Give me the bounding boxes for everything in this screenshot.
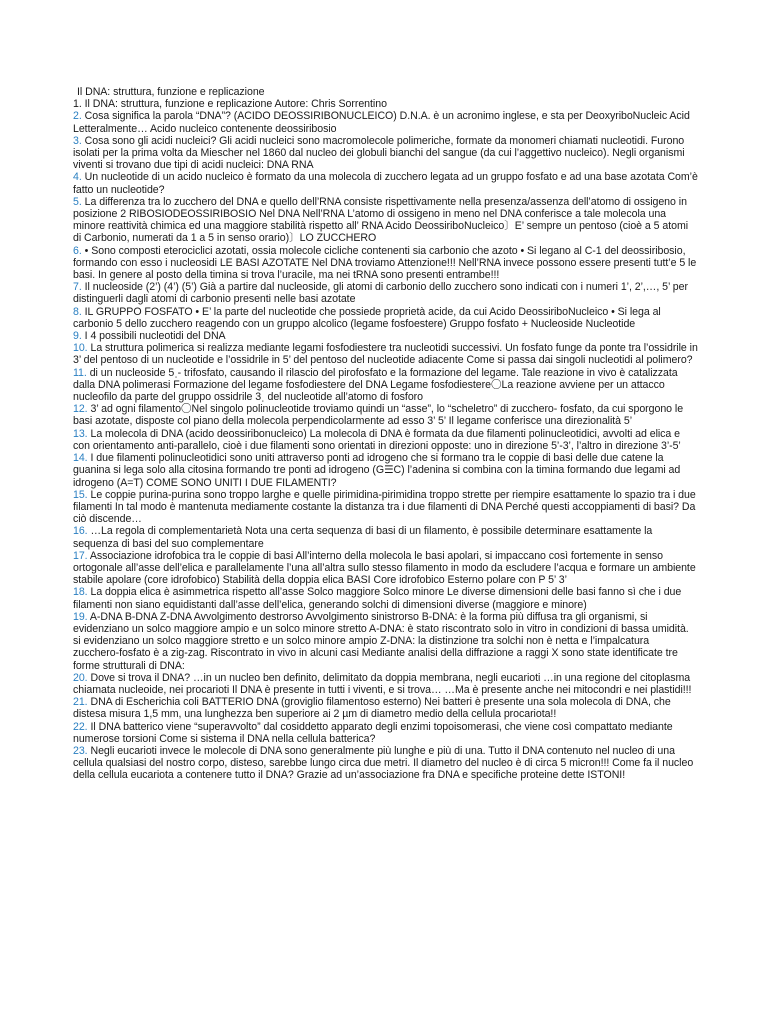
paragraph-number: 11.: [73, 366, 87, 379]
paragraph-number: 15.: [73, 488, 88, 501]
paragraph-item: [73, 611, 698, 672]
paragraph-item: [73, 245, 698, 282]
paragraph-item: [73, 489, 698, 526]
paragraph-text: DNA di Escherichia coli BATTERIO DNA (groviglio filamentoso esterno) Nei batteri è presente una sola molecola di DNA, che distesa misura 1,5 mm, una lunghezza ben superiore ai 2 µm di diametro medio della cellula procariota!!: [73, 696, 671, 721]
paragraph-item: [73, 342, 698, 366]
paragraph-item: [73, 135, 698, 172]
document-title: Il DNA: struttura, funzione e replicazione: [77, 86, 265, 98]
paragraph-text: Dove si trova il DNA? …in un nucleo ben definito, delimitato da doppia membrana, negli eucarioti …in una regione del citoplasma chiamata nucleoide, nei procarioti Il DNA è presente in tutti i viventi, e si trova… …Ma è presente anche nei mitocondri e nei plastidi!!!: [73, 671, 692, 696]
document-body: [73, 98, 698, 781]
paragraph-number: 9.: [73, 330, 82, 343]
paragraph-item: [73, 452, 698, 489]
paragraph-text: Il DNA batterico viene “superavvolto” dal cosiddetto apparato degli enzimi topoisomerasi, che viene così compattato mediante numerose torsioni Come si sistema il DNA nella cellula batterica?: [73, 720, 673, 745]
paragraph-number: 19.: [73, 610, 88, 623]
paragraph-text: di un nucleoside 5ˌ- trifosfato, causando il rilascio del pirofosfato e la formazione del legame. Tale reazione in vivo è catalizzata dalla DNA polimerasi Formazione del legame fosfodiestere del DNA Legame fosfodiestere〇La reazione avviene per un attacco nucleofilo da parte del gruppo ossidrile 3ˌ del nucleotide all’atomo di fosforo: [73, 366, 678, 404]
paragraph-item: [73, 586, 698, 610]
paragraph-text: La struttura polimerica si realizza mediante legami fosfodiestere tra nucleotidi successivi. Un fosfato funge da ponte tra l’ossidrile in 3’ del pentoso di un nucleotide e l’ossidrile in 5’ del pentoso del nucleotide adiacente Come si passa dai singoli nucleotidi al polimero?: [73, 342, 698, 367]
paragraph-item: [73, 367, 698, 404]
paragraph-number: 5.: [73, 195, 82, 208]
paragraph-number: 13.: [73, 427, 88, 440]
paragraph-number: 7.: [73, 281, 82, 294]
paragraph-number: 23.: [73, 744, 88, 757]
paragraph-item: [73, 403, 698, 427]
paragraph-text: La doppia elica è asimmetrica rispetto all’asse Solco maggiore Solco minore Le diverse dimensioni delle basi fanno sì che i due filamenti non siano equidistanti dall’asse dell’elica, generando solchi di dimensioni diverse (maggiore e minore): [73, 586, 682, 611]
paragraph-number: 14.: [73, 452, 88, 465]
paragraph-number: 2.: [73, 110, 82, 123]
paragraph-text: La molecola di DNA (acido deossiribonucleico) La molecola di DNA è formata da due filamenti polinucleotidici, avvolti ad elica e con orientamento anti-parallelo, cioè i due filamenti sono orientati in direzioni opposte: uno in direzione 5’-3’, l’altro in direzione 3’-5’: [73, 427, 681, 452]
paragraph-text: Negli eucarioti invece le molecole di DNA sono generalmente più lunghe e più di una. Tutto il DNA contenuto nel nucleo di una cellula qualsiasi del nostro corpo, disteso, sarebbe lungo circa due metri. Il diametro del nucleo è di circa 5 micron!!! Come fa il nucleo della cellula eucariota a contenere tutto il DNA? Grazie ad un’associazione fra DNA e specifiche proteine dette ISTONI!: [73, 744, 694, 782]
paragraph-text: Associazione idrofobica tra le coppie di basi All’interno della molecola le basi apolari, si impaccano così fortemente in senso ortogonale all’asse dell’elica e parallelamente l’una all’altra sullo stesso filamento in modo da escludere l’acqua e formare un ambiente stabile apolare (core idrofobico) Stabilità della doppia elica BASI Core idrofobico Esterno polare con P 5’ 3’: [73, 549, 696, 587]
paragraph-text: Il nucleoside (2’) (4’) (5’) Già a partire dal nucleoside, gli atomi di carbonio dello zucchero sono indicati con i numeri 1’, 2’,…, 5’ per distinguerli dagli atomi di carbonio presenti nelle basi azotate: [73, 281, 688, 306]
paragraph-item: [73, 550, 698, 587]
paragraph-number: 22.: [73, 720, 88, 733]
paragraph-text: La differenza tra lo zucchero del DNA e quello dell’RNA consiste rispettivamente nella presenza/assenza dell’atomo di ossigeno in posizione 2 RIBOSIODEOSSIRIBOSIO Nel DNA Nell’RNA L’atomo di ossigeno in meno nel DNA conferisce a tale molecola una minore reattività chimica ed una maggiore stabilità rispetto all’ RNA Acido DeossiriboNucleico〕E’ sempre un pentoso (cioè a 5 atomi di Carbonio, numerati da 1 a 5 in senso orario)〕LO ZUCCHERO: [73, 195, 689, 245]
paragraph-item: [73, 330, 698, 342]
paragraph-number: 17.: [73, 549, 88, 562]
paragraph-item: [73, 745, 698, 782]
paragraph-text: I due filamenti polinucleotidici sono uniti attraverso ponti ad idrogeno che si formano tra le coppie di basi delle due catene la guanina si lega solo alla citosina formando tre ponti ad idrogeno (G☰C) l’adenina si combina con la timina formando due legami ad idrogeno (A=T) COME SONO UNITI I DUE FILAMENTI?: [73, 452, 681, 489]
paragraph-number: 16.: [73, 525, 88, 538]
paragraph-item: [73, 110, 698, 134]
paragraph-text: 3’ ad ogni filamento〇Nel singolo polinucleotide troviamo quindi un “asse”, lo “scheletro” di zucchero- fosfato, da cui sporgono le basi azotate, disposte col piano della molecola perpendicolarmente ad esso 3’ 5’ Il legame conferisce una direzionalità 5’: [73, 403, 684, 428]
paragraph-item: [73, 696, 698, 720]
paragraph-text: Il DNA: struttura, funzione e replicazione Autore: Chris Sorrentino: [84, 98, 387, 111]
paragraph-number: 12.: [73, 403, 88, 416]
paragraph-number: 3.: [73, 134, 82, 147]
paragraph-text: Cosa significa la parola “DNA”? (ACIDO DEOSSIRIBONUCLEICO) D.N.A. è un acronimo inglese, e sta per DeoxyriboNucleic Acid Letteralmente… Acido nucleico contenente deossiribosio: [73, 110, 690, 135]
paragraph-number: 4.: [73, 171, 82, 184]
paragraph-item: [73, 306, 698, 330]
paragraph-number: 6.: [73, 244, 82, 257]
paragraph-item: [73, 428, 698, 452]
paragraph-number: 10.: [73, 342, 88, 355]
paragraph-number: 21.: [73, 696, 88, 709]
paragraph-text: I 4 possibili nucleotidi del DNA: [84, 330, 226, 343]
paragraph-text: Un nucleotide di un acido nucleico è formato da una molecola di zucchero legata ad un gruppo fosfato e ad una base azotata Com’è fatto un nucleotide?: [73, 171, 698, 196]
paragraph-number: 1.: [73, 98, 82, 111]
paragraph-item: [73, 171, 698, 195]
paragraph-item: [73, 672, 698, 696]
paragraph-text: …La regola di complementarietà Nota una certa sequenza di basi di un filamento, è possibile determinare esattamente la sequenza di basi del suo complementare: [73, 525, 653, 550]
paragraph-number: 8.: [73, 305, 82, 318]
document-page: [73, 86, 698, 782]
paragraph-number: 18.: [73, 586, 88, 599]
paragraph-item: [73, 196, 698, 245]
paragraph-text: A-DNA B-DNA Z-DNA Avvolgimento destrorso Avvolgimento sinistrorso B-DNA: è la forma più diffusa tra gli organismi, si evidenziano un solco maggiore ampio e un solco minore stretto A-DNA: è stato riscontrato solo in vitro in condizioni di bassa umidità. si evidenziano un solco maggiore stretto e un solco minore ampio Z-DNA: la distinzione tra solchi non è netta e l’impalcatura zucchero-fosfato è a zig-zag. Riscontrato in vivo in alcuni casi Mediante analisi della diffrazione a raggi X sono state identificate tre forme strutturali di DNA:: [73, 610, 689, 672]
paragraph-text: IL GRUPPO FOSFATO • E’ la parte del nucleotide che possiede proprietà acide, da cui Acido DeossiriboNucleico • Si lega al carbonio 5 dello zucchero reagendo con un gruppo alcolico (legame fosfoestere) Gruppo fosfato + Nucleoside Nucleotide: [73, 305, 661, 330]
paragraph-item: [73, 721, 698, 745]
paragraph-item: [73, 98, 698, 110]
paragraph-item: [73, 281, 698, 305]
paragraph-text: Le coppie purina-purina sono troppo larghe e quelle pirimidina-pirimidina troppo strette per riempire esattamente lo spazio tra i due filamenti In tal modo è mantenuta mediamente costante la distanza tra i due filamenti di DNA Perché questi accoppiamenti di basi? Da ciò discende…: [73, 488, 696, 526]
paragraph-item: [73, 525, 698, 549]
paragraph-number: 20.: [73, 671, 88, 684]
paragraph-text: • Sono composti eterociclici azotati, ossia molecole cicliche contenenti sia carbonio che azoto • Si legano al C-1 del deossiribosio, formando con esso i nucleosidi LE BASI AZOTATE Nel DNA troviamo Attenzione!!! Nell’RNA invece possono essere presenti tutt’e 5 le basi. In genere al posto della timina si trova l’uracile, ma nei tRNA sono presenti entrambe!!!: [73, 244, 697, 282]
paragraph-text: Cosa sono gli acidi nucleici? Gli acidi nucleici sono macromolecole polimeriche, formate da monomeri chiamati nucleotidi. Furono isolati per la prima volta da Miescher nel 1860 dal nucleo dei globuli bianchi del sangue (da cui l’aggettivo nucleico). Negli organismi viventi si trovano due tipi di acidi nucleici: DNA RNA: [73, 134, 685, 172]
